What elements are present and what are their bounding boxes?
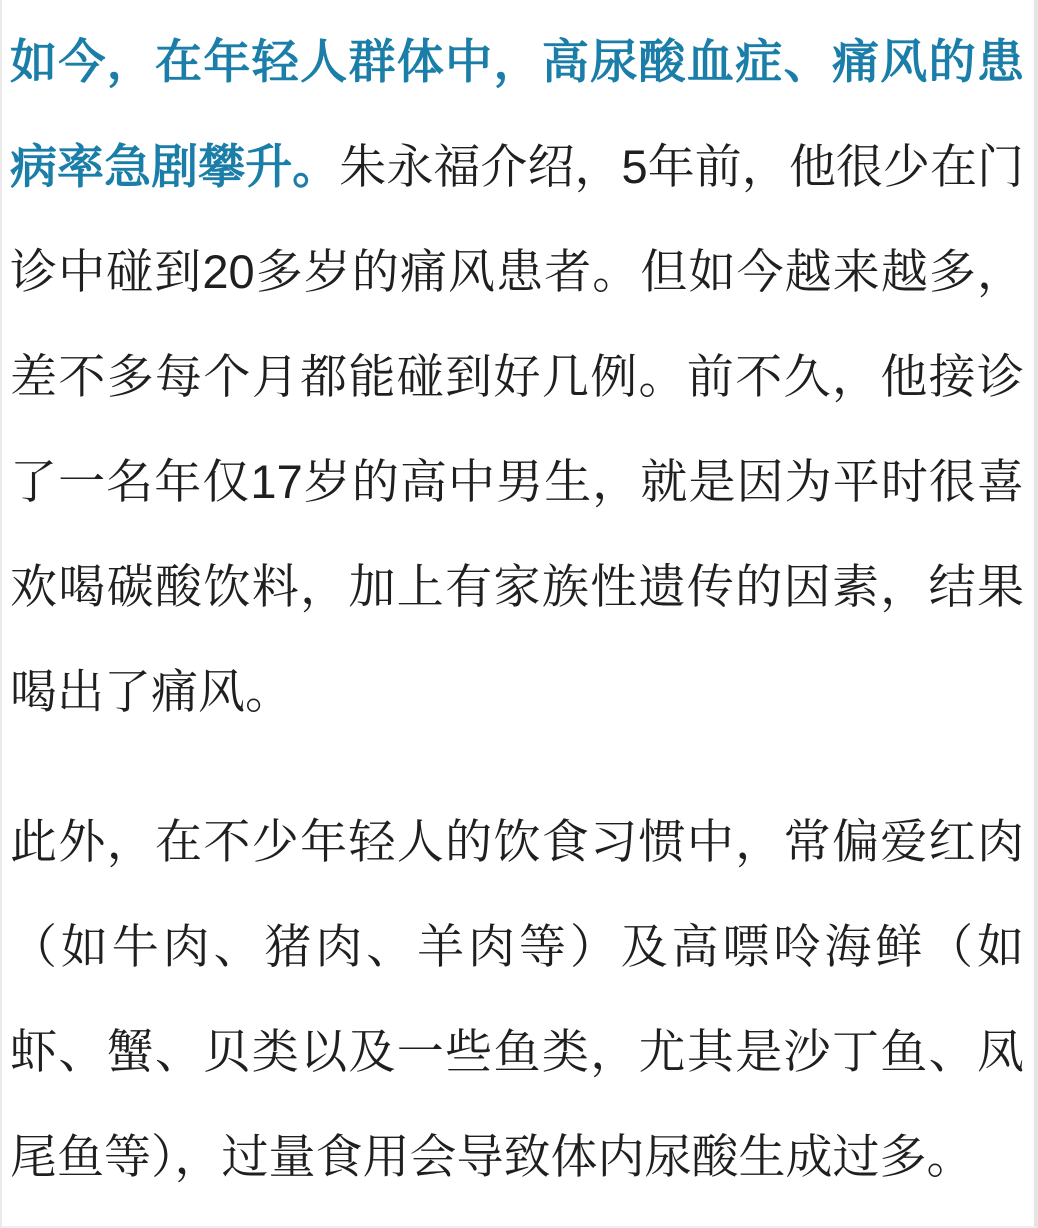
body-text: （如牛肉、猪肉、羊肉等）及高嘌呤海鲜（如 <box>10 920 1024 973</box>
article-line <box>10 9 1024 114</box>
body-text: 欢喝碳酸饮料，加上有家族性遗传的因素，结果 <box>10 560 1024 613</box>
article-line <box>10 789 1024 894</box>
body-text: 此外，在不少年轻人的饮食习惯中，常偏爱红肉 <box>10 815 1024 868</box>
article-line <box>10 894 1024 999</box>
body-text: 了一名年仅17岁的高中男生，就是因为平时很喜 <box>10 455 1024 508</box>
article-line <box>10 429 1024 534</box>
body-text: 喝出了痛风。 <box>10 665 292 718</box>
article-line <box>10 324 1024 429</box>
body-text: 虾、蟹、贝类以及一些鱼类，尤其是沙丁鱼、凤 <box>10 1025 1024 1078</box>
article-line <box>10 639 1024 744</box>
article-line <box>10 114 1024 219</box>
highlighted-text: 如今，在年轻人群体中，高尿酸血症、痛风的患 <box>10 35 1024 88</box>
article-line <box>10 534 1024 639</box>
body-text: 尾鱼等），过量食用会导致体内尿酸生成过多。 <box>10 1130 974 1183</box>
article-line <box>10 999 1024 1104</box>
body-text: 诊中碰到20多岁的痛风患者。但如今越来越多， <box>10 245 1024 298</box>
body-text: 朱永福介绍，5年前，他很少在门 <box>339 140 1024 193</box>
highlighted-text: 病率急剧攀升。 <box>10 140 340 193</box>
article-line <box>10 219 1024 324</box>
article-line <box>10 1104 1024 1209</box>
article-body <box>10 9 1024 1209</box>
body-text: 差不多每个月都能碰到好几例。前不久，他接诊 <box>10 350 1024 403</box>
